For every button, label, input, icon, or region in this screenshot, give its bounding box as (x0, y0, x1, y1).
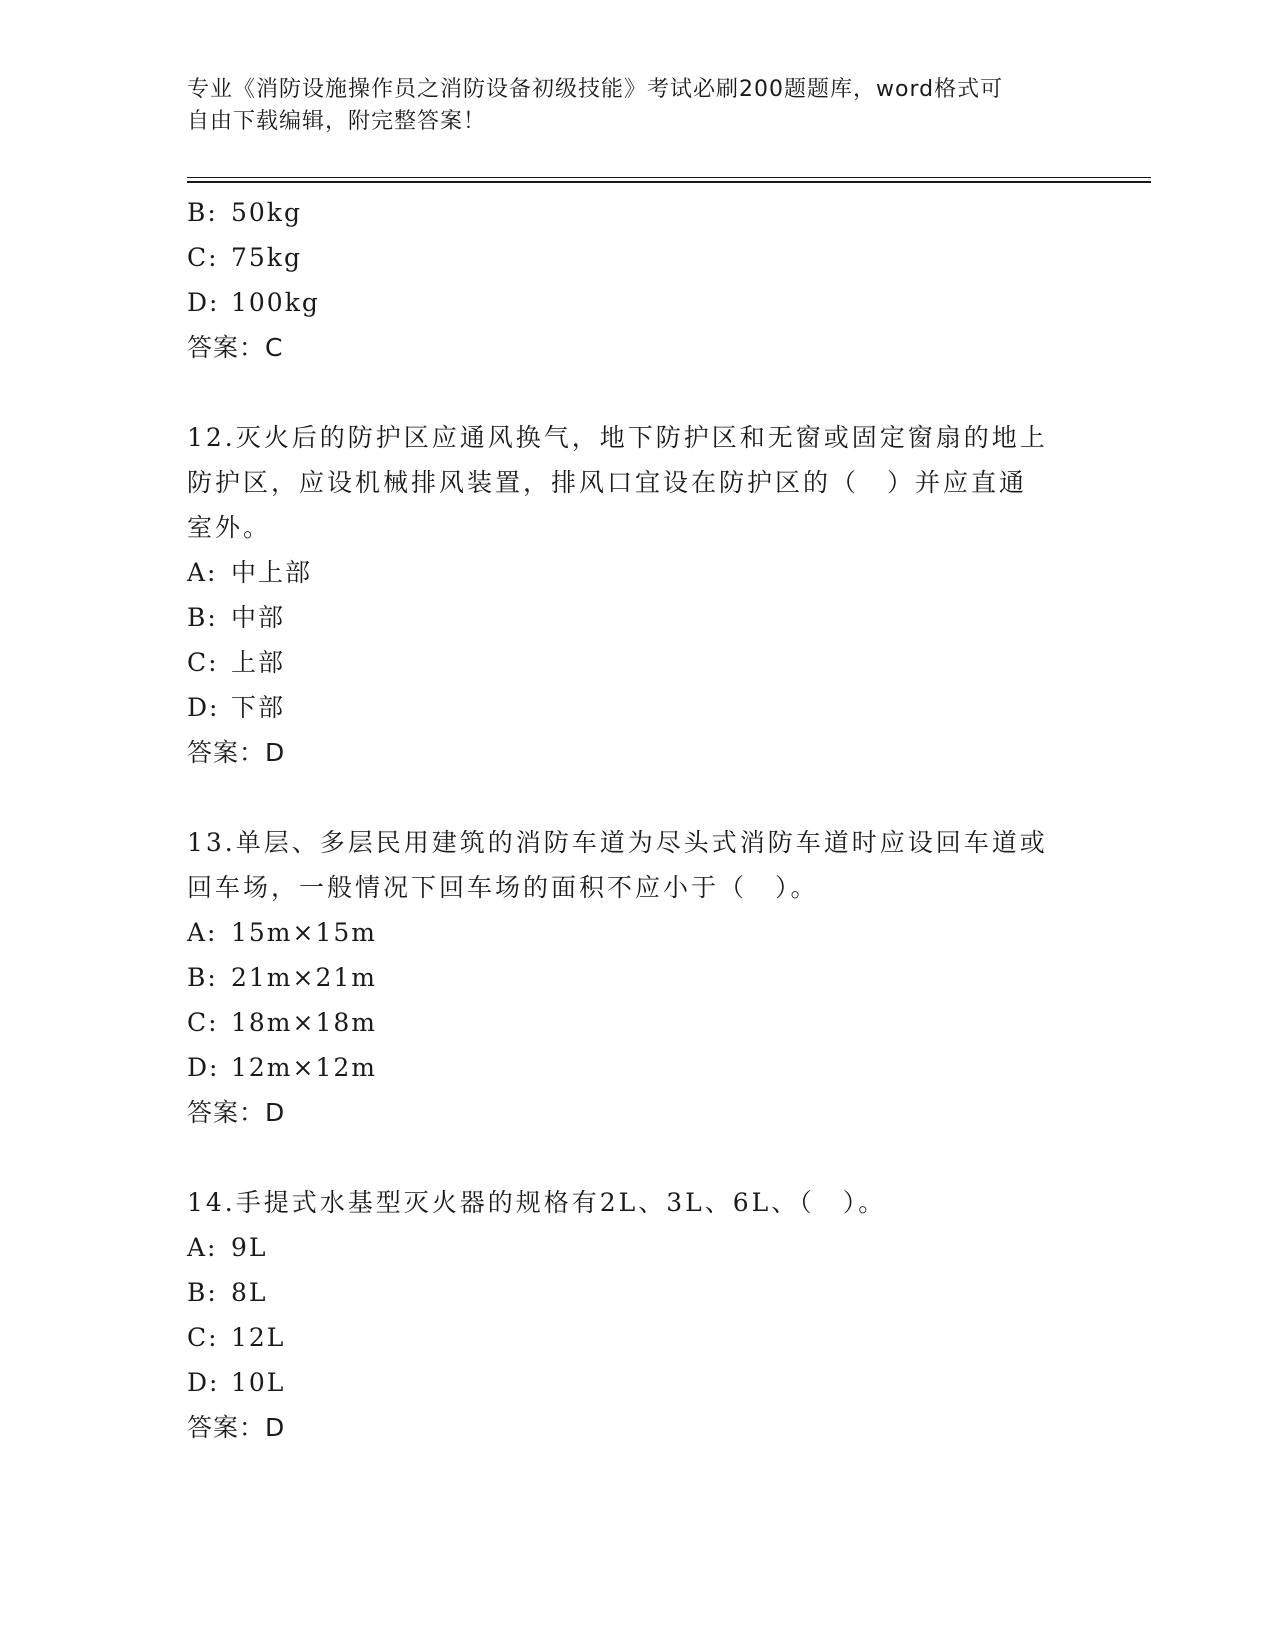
header-divider-thin (187, 177, 1151, 178)
question-text (187, 415, 1067, 550)
option-text: 18m×18m (231, 1008, 377, 1037)
option-text: 15m×15m (231, 918, 377, 947)
option-text: 12L (231, 1323, 286, 1352)
option-b (187, 1270, 1087, 1315)
question-text-line: 防护区，应设机械排风装置，排风口宜设在防护区的（ ）并应直通 (187, 468, 1028, 497)
question-text (187, 1180, 1067, 1225)
header-divider-thick (187, 181, 1151, 183)
question-11-tail (187, 190, 1087, 370)
option-text: 8L (231, 1278, 268, 1307)
document-header (187, 74, 1067, 138)
option-label: C: (187, 648, 219, 677)
option-label: D: (187, 693, 220, 722)
option-label: C: (187, 1323, 219, 1352)
answer-line: 答案：D (187, 738, 286, 767)
option-text: 中部 (231, 603, 286, 632)
option-d (187, 1360, 1087, 1405)
question-text (187, 820, 1067, 910)
question-text-line: 13.单层、多层民用建筑的消防车道为尽头式消防车道时应设回车道或 (187, 828, 1048, 857)
option-c (187, 640, 1087, 685)
option-label: D: (187, 1053, 220, 1082)
question-12 (187, 415, 1087, 775)
answer-line: 答案：D (187, 1098, 286, 1127)
option-a (187, 550, 1087, 595)
option-text: 50kg (231, 198, 302, 227)
option-text: 下部 (231, 693, 286, 722)
option-label: B: (187, 1278, 218, 1307)
option-text: 12m×12m (231, 1053, 377, 1082)
option-label: C: (187, 1008, 219, 1037)
option-text: 9L (231, 1233, 268, 1262)
option-text: 75kg (231, 243, 302, 272)
option-label: B: (187, 603, 218, 632)
question-text-line: 室外。 (187, 513, 272, 542)
option-label: D: (187, 288, 220, 317)
answer-line: 答案：D (187, 1413, 286, 1442)
option-d (187, 280, 1087, 325)
option-d (187, 685, 1087, 730)
option-label: A: (187, 1233, 218, 1262)
question-text-line: 12.灭火后的防护区应通风换气，地下防护区和无窗或固定窗扇的地上 (187, 423, 1048, 452)
option-label: A: (187, 558, 218, 587)
option-text: 10L (231, 1368, 286, 1397)
question-text-line: 14.手提式水基型灭火器的规格有2L、3L、6L、（ ）。 (187, 1188, 887, 1217)
option-label: B: (187, 963, 218, 992)
option-b (187, 595, 1087, 640)
option-c (187, 1315, 1087, 1360)
option-label: B: (187, 198, 218, 227)
document-content (187, 190, 1087, 1450)
option-text: 100kg (231, 288, 320, 317)
question-14 (187, 1180, 1087, 1450)
header-line-1: 专业《消防设施操作员之消防设备初级技能》考试必刷200题题库，word格式可 (187, 77, 1004, 102)
option-a (187, 910, 1087, 955)
question-13 (187, 820, 1087, 1135)
option-c (187, 1000, 1087, 1045)
option-label: A: (187, 918, 218, 947)
option-text: 上部 (231, 648, 286, 677)
option-label: D: (187, 1368, 220, 1397)
option-b (187, 190, 1087, 235)
option-b (187, 955, 1087, 1000)
option-a (187, 1225, 1087, 1270)
option-text: 中上部 (231, 558, 313, 587)
option-c (187, 235, 1087, 280)
header-line-2: 自由下载编辑，附完整答案！ (187, 109, 487, 134)
answer-line: 答案：C (187, 333, 284, 362)
option-d (187, 1045, 1087, 1090)
question-text-line: 回车场，一般情况下回车场的面积不应小于（ ）。 (187, 873, 819, 902)
option-text: 21m×21m (231, 963, 377, 992)
option-label: C: (187, 243, 219, 272)
